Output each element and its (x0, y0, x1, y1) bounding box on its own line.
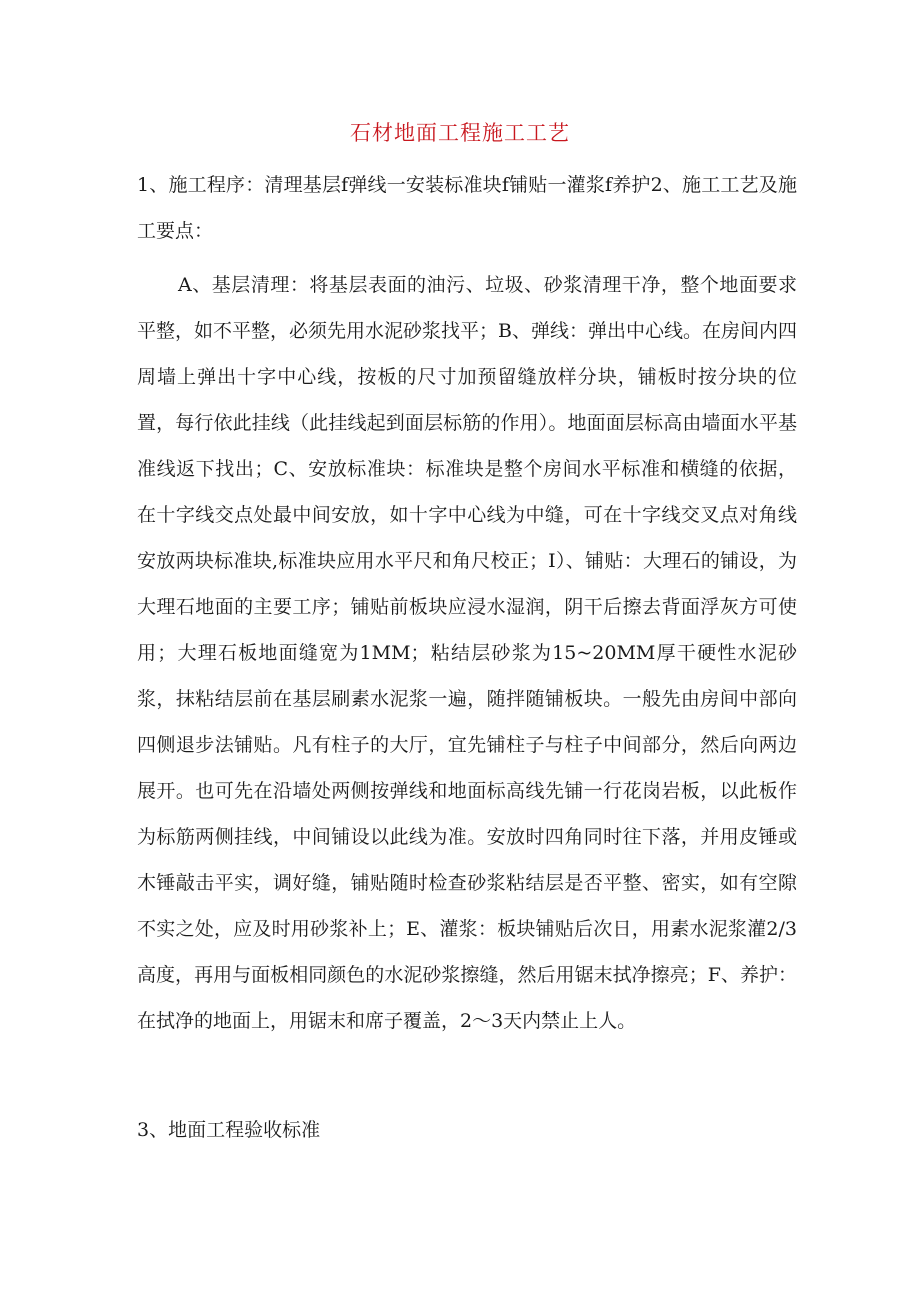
paragraph-construction-procedure: 1、施工程序：清理基层f弹线一安装标准块f铺贴一灌浆f养护2、施工工艺及施工要点： (137, 174, 797, 242)
paragraph-acceptance-standard: 3、地面工程验收标准 (137, 1119, 321, 1141)
paragraph-process-details: A、基层清理：将基层表面的油污、垃圾、砂浆清理干净，整个地面要求平整，如不平整，必须先用水泥砂浆找平；B、弹线：弹出中心线。在房间内四周墙上弹出十字中心线，按板的尺寸加预留缝放样分块，铺板时按分块的位置，每行依此挂线（此挂线起到面层标筋的作用）。地面面层标高由墙面水平基准线返下找出；C、安放标准块：标准块是整个房间水平标准和横缝的依据，在十字线交点处最中间安放，如十字中心线为中缝，可在十字线交叉点对角线安放两块标准块,标准块应用水平尺和角尺校正；I）、铺贴：大理石的铺设，为大理石地面的主要工序；铺贴前板块应浸水湿润，阴干后擦去背面浮灰方可使用；大理石板地面缝宽为1MM；粘结层砂浆为15~20MM厚干硬性水泥砂浆，抹粘结层前在基层刷素水泥浆一遍，随拌随铺板块。一般先由房间中部向四侧退步法铺贴。凡有柱子的大厅，宜先铺柱子与柱子中间部分，然后向两边展开。也可先在沿墙处两侧按弹线和地面标高线先铺一行花岗岩板，以此板作为标筋两侧挂线，中间铺设以此线为准。安放时四角同时往下落，并用皮锤或木锤敲击平实，调好缝，铺贴随时检查砂浆粘结层是否平整、密实，如有空隙不实之处，应及时用砂浆补上；E、灌浆：板块铺贴后次日，用素水泥浆灌2/3高度，再用与面板相同颜色的水泥砂浆擦缝，然后用锯末拭净擦亮；F、养护：在拭净的地面上，用锯末和席子覆盖，2～3天内禁止上人。 (137, 274, 797, 1032)
document-title: 石材地面工程施工工艺 (350, 121, 570, 145)
